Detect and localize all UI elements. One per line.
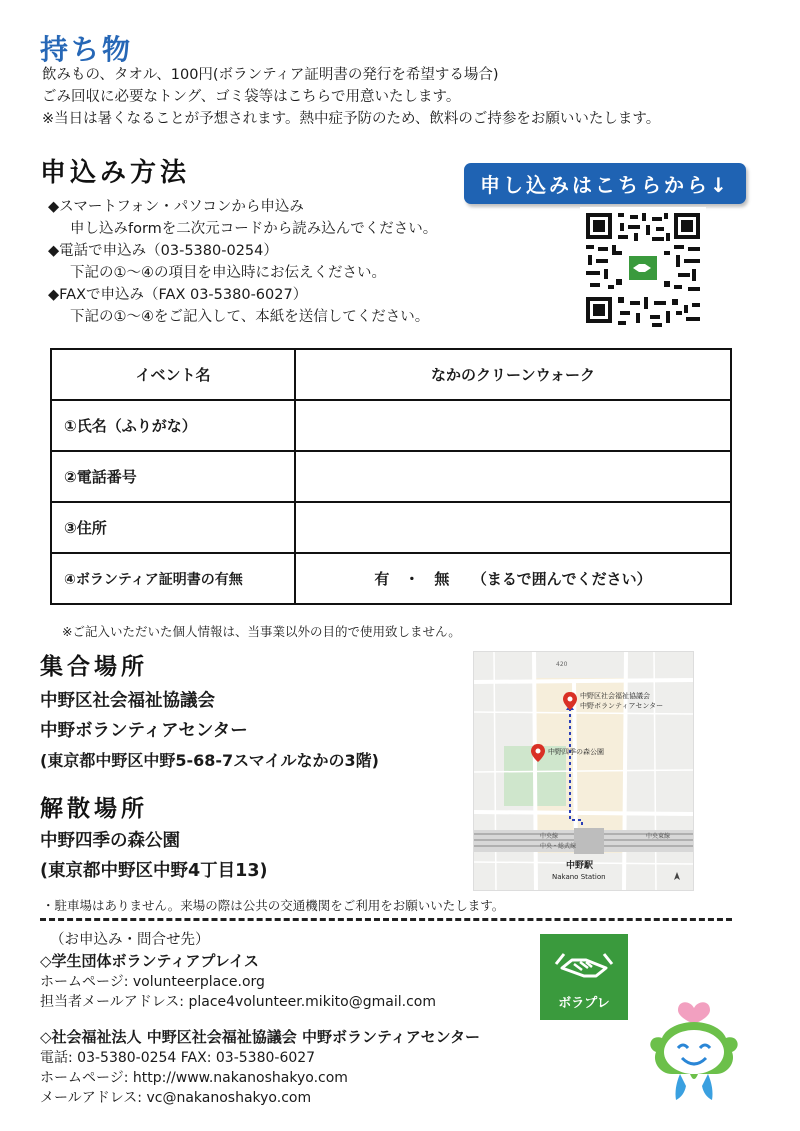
handshake-icon (540, 934, 628, 990)
apply-title: 申込み方法 (40, 158, 191, 188)
form-row-event (51, 349, 731, 400)
map-station-label: 中野駅 (566, 861, 594, 871)
divider (40, 918, 732, 921)
map-pin2-label: 中野四季の森公園 (548, 748, 604, 756)
location-map[interactable] (473, 651, 694, 891)
dismissal-line: (東京都中野区中野4丁目13) (40, 861, 268, 881)
contact-org2-phone: 電話: 03-5380-0254 FAX: 03-5380-6027 (40, 1050, 316, 1066)
belongings-line: 飲みもの、タオル、100円(ボランティア証明書の発行を希望する場合) (42, 67, 499, 83)
parking-note: ・駐車場はありません。来場の際は公共の交通機関をご利用をお願いいたします。 (42, 898, 505, 913)
dismissal-place (40, 826, 268, 886)
privacy-note: ※ご記入いただいた個人情報は、当事業以外の目的で使用致しません。 (62, 624, 461, 639)
contact-section (40, 930, 480, 1108)
contact-org2-homepage[interactable]: ホームページ: http://www.nakanoshakyo.com (40, 1070, 348, 1086)
qr-code[interactable] (580, 207, 706, 329)
form-label: ①氏名（ふりがな） (51, 400, 295, 451)
apply-method-detail: 下記の①～④の項目を申込時にお伝えください。 (70, 265, 386, 281)
apply-method-heading: ◆FAXで申込み（FAX 03-5380-6027） (48, 287, 308, 303)
map-route-label: 420 (556, 661, 568, 668)
contact-org2: ◇社会福祉法人 中野区社会福祉協議会 中野ボランティアセンター (40, 1028, 481, 1046)
belongings-line: ごみ回収に必要なトング、ゴミ袋等はこちらで用意いたします。 (42, 89, 461, 105)
map-pin1-label: 中野区社会福祉協議会 (580, 692, 650, 700)
logo-text: ボラプレ (558, 996, 610, 1011)
belongings-text (42, 64, 660, 130)
form-row-certificate (51, 553, 731, 604)
meeting-line: 中野区社会福祉協議会 (40, 691, 215, 711)
meeting-line: (東京都中野区中野5-68-7スマイルなかの3階) (40, 751, 379, 770)
form-label: イベント名 (51, 349, 295, 400)
heart-icon (678, 1002, 710, 1024)
map-rail-label: 中央東線 (646, 833, 671, 840)
apply-methods (48, 196, 437, 328)
dismissal-line: 中野四季の森公園 (40, 831, 180, 851)
contact-org1-email[interactable]: 担当者メールアドレス: place4volunteer.mikito@gmail.com (40, 994, 436, 1010)
form-label: ④ボランティア証明書の有無 (51, 553, 295, 604)
contact-org2-email[interactable]: メールアドレス: vc@nakanoshakyo.com (40, 1090, 312, 1106)
apply-method-detail: 下記の①～④をご記入して、本紙を送信してください。 (70, 309, 430, 325)
application-form (50, 348, 732, 605)
dismissal-title: 解散場所 (40, 796, 148, 822)
map-pin1b-label: 中野ボランティアセンター (580, 702, 664, 710)
form-label: ②電話番号 (51, 451, 295, 502)
contact-heading: （お申込み・問合せ先） (50, 932, 210, 948)
contact-org1: ◇学生団体ボランティアプレイス (40, 952, 259, 970)
contact-org1-homepage[interactable]: ホームページ: volunteerplace.org (40, 974, 265, 990)
map-rail-label: 中央線 (540, 833, 559, 840)
form-field-address[interactable] (295, 502, 731, 553)
meeting-title: 集合場所 (40, 654, 148, 680)
volunteer-place-logo (540, 934, 628, 1020)
apply-method-heading: ◆電話で申込み（03-5380-0254） (48, 243, 278, 259)
apply-method-detail: 申し込みformを二次元コードから読み込んでください。 (70, 221, 438, 237)
form-field-certificate[interactable]: 有 ・ 無 （まるで囲んでください） (295, 553, 731, 604)
belongings-title: 持ち物 (40, 33, 134, 66)
meeting-place (40, 686, 379, 776)
belongings-line: ※当日は暑くなることが予想されます。熱中症予防のため、飲料のご持参をお願いいたします。 (42, 111, 661, 127)
apply-method-heading: ◆スマートフォン・パソコンから申込み (48, 199, 304, 215)
mascot-illustration (642, 994, 746, 1106)
map-rail-label: 中央・総武線 (540, 843, 577, 850)
form-label: ③住所 (51, 502, 295, 553)
form-row-address (51, 502, 731, 553)
meeting-line: 中野ボランティアセンター (40, 721, 248, 741)
form-row-name (51, 400, 731, 451)
map-station-en-label: Nakano Station (552, 873, 606, 881)
apply-cta-banner[interactable]: 申し込みはこちらから↓ (464, 163, 746, 204)
form-field-name[interactable] (295, 400, 731, 451)
form-value: なかのクリーンウォーク (295, 349, 731, 400)
form-field-phone[interactable] (295, 451, 731, 502)
form-row-phone (51, 451, 731, 502)
